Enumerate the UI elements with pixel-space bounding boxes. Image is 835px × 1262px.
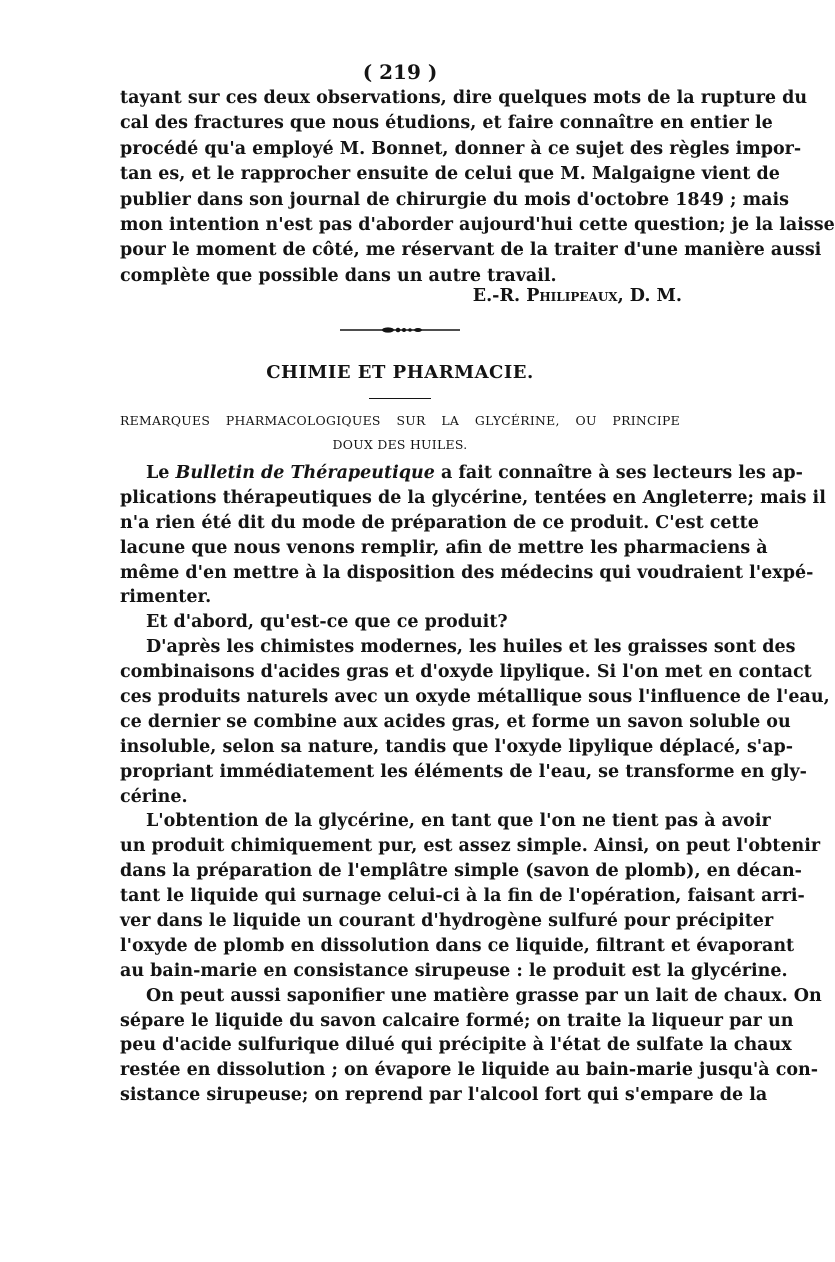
text-line: au bain-marie en consistance sirupeuse : le produit est la glycérine. <box>120 960 788 981</box>
text-line: même d'en mettre à la disposition des médecins qui voudraient l'expé- <box>120 562 814 583</box>
text-line: D'après les chimistes modernes, les huiles et les graisses sont des <box>146 637 796 658</box>
text-fragment: a fait connaître à ses lecteurs les ap- <box>434 463 803 483</box>
journal-title: Bulletin de Thérapeutique <box>175 463 435 483</box>
text-line: tan es, et le rapprocher ensuite de celui que M. Malgaigne vient de <box>120 164 780 185</box>
text-line: un produit chimiquement pur, est assez simple. Ainsi, on peut l'obtenir <box>120 836 821 857</box>
text-fragment: Le <box>146 463 176 483</box>
author-signature <box>0 286 682 306</box>
intro-paragraph <box>120 86 835 289</box>
text-line: dans la préparation de l'emplâtre simple (savon de plomb), en décan- <box>120 861 802 882</box>
text-line: sépare le liquide du savon calcaire formé; on traite la liqueur par un <box>120 1010 794 1031</box>
text-line: restée en dissolution ; on évapore le liquide au bain-marie jusqu'à con- <box>120 1060 819 1081</box>
text-line: procédé qu'a employé M. Bonnet, donner à ce sujet des règles impor- <box>120 138 802 159</box>
text-line: cérine. <box>120 786 188 807</box>
text-line: tayant sur ces deux observations, dire quelques mots de la rupture du <box>120 88 808 108</box>
text-line: complète que possible dans un autre travail. <box>120 265 557 286</box>
text-line: pour le moment de côté, me réservant de la traiter d'une manière aussi <box>120 240 822 261</box>
text-line: ce dernier se combine aux acides gras, et forme un savon soluble ou <box>120 711 791 732</box>
text-line <box>120 461 803 486</box>
article-title-line-1: REMARQUES PHARMACOLOGIQUES SUR LA GLYCÉRINE, OU PRINCIPE <box>120 413 680 428</box>
text-line: On peut aussi saponifier une matière grasse par un lait de chaux. On <box>146 985 822 1006</box>
text-line: tant le liquide qui surnage celui-ci à la fin de l'opération, faisant arri- <box>120 886 805 907</box>
text-line: insoluble, selon sa nature, tandis que l'oxyde lipylique déplacé, s'ap- <box>120 736 793 757</box>
ornament-divider-icon <box>340 327 460 333</box>
text-line: peu d'acide sulfurique dilué qui précipite à l'état de sulfate la chaux <box>120 1035 792 1056</box>
text-line: L'obtention de la glycérine, en tant que l'on ne tient pas à avoir <box>146 811 771 832</box>
text-line: rimenter. <box>120 587 212 608</box>
text-line: cal des fractures que nous étudions, et faire connaître en entier le <box>120 113 773 134</box>
text-line: n'a rien été dit du mode de préparation de ce produit. C'est cette <box>120 512 759 533</box>
text-line: lacune que nous venons remplir, afin de mettre les pharmaciens à <box>120 537 768 558</box>
author-initials: E.-R. <box>472 286 527 306</box>
section-rule <box>369 398 431 399</box>
text-line: ces produits naturels avec un oxyde métallique sous l'influence de l'eau, <box>120 687 830 708</box>
text-line: l'oxyde de plomb en dissolution dans ce liquide, filtrant et évaporant <box>120 935 795 956</box>
text-line: propriant immédiatement les éléments de l'eau, se transforme en gly- <box>120 761 807 782</box>
text-line: sistance sirupeuse; on reprend par l'alcool fort qui s'empare de la <box>120 1085 768 1106</box>
text-line: mon intention n'est pas d'aborder aujourd'hui cette question; je la laisse <box>120 214 835 235</box>
article-title-line-2: DOUX DES HUILES. <box>332 437 468 452</box>
text-line: publier dans son journal de chirurgie du mois d'octobre 1849 ; mais <box>120 189 789 210</box>
text-line: Et d'abord, qu'est-ce que ce produit? <box>146 612 508 633</box>
text-line: ver dans le liquide un courant d'hydrogène sulfuré pour précipiter <box>120 911 774 932</box>
text-line: combinaisons d'acides gras et d'oxyde lipylique. Si l'on met en contact <box>120 662 812 683</box>
section-title: CHIMIE ET PHARMACIE. <box>266 362 534 383</box>
page-number: ( 219 ) <box>362 60 438 84</box>
text-line: plications thérapeutiques de la glycérine, tentées en Angleterre; mais il <box>120 487 826 508</box>
article-body <box>120 461 830 1108</box>
author-title: , D. M. <box>617 286 682 306</box>
author-name: Philipeaux <box>526 286 618 306</box>
